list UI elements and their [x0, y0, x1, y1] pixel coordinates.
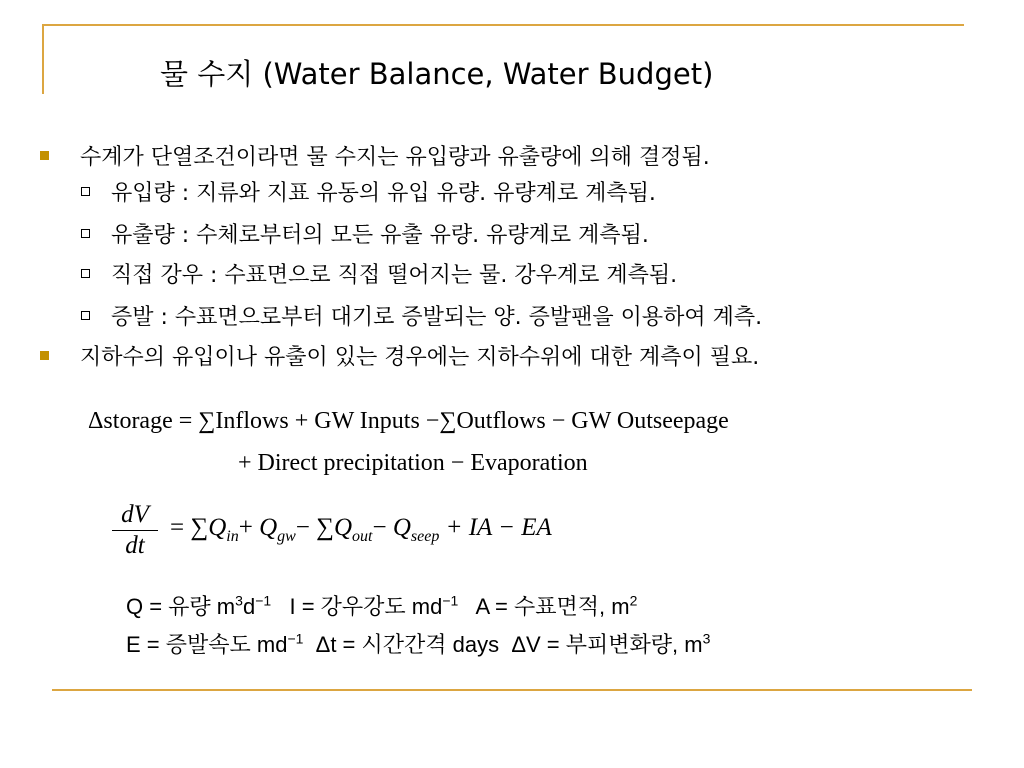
sum-symbol: ∑: [316, 514, 334, 541]
frame-bottom-line: [52, 689, 972, 691]
dv-dt-fraction: [112, 502, 158, 559]
frame-top-line: [42, 24, 964, 26]
def-q-unit: d: [242, 594, 256, 619]
square-bullet-icon: [40, 351, 49, 360]
sub-bullet-text: 유입량 : 지류와 지표 유동의 유입 유량. 유량계로 계측됨.: [111, 181, 656, 206]
hollow-square-bullet-icon: [81, 229, 90, 238]
minus-sign: −: [295, 514, 310, 541]
sub-bullet-item: [0, 218, 1000, 252]
q-symbol: Q: [333, 514, 353, 541]
superscript: 2: [629, 592, 638, 609]
fraction-denominator: dt: [125, 532, 145, 559]
plus-sign: +: [238, 514, 253, 541]
storage-equation-line-2: + Direct precipitation − Evaporation: [238, 450, 588, 476]
definitions-line-1: [126, 590, 637, 621]
slide-title: 물 수지 (Water Balance, Water Budget): [160, 57, 714, 91]
def-i: I = 강우강도 md: [271, 594, 443, 619]
superscript: −1: [442, 592, 459, 609]
equals-sign: =: [170, 514, 185, 541]
sub-bullet-text: 직접 강우 : 수표면으로 직접 떨어지는 물. 강우계로 계측됨.: [111, 263, 678, 288]
q-symbol: Q: [259, 514, 278, 541]
fraction-numerator: dV: [121, 501, 149, 528]
superscript: 3: [702, 630, 711, 647]
superscript: −1: [255, 592, 272, 609]
fraction-bar: [112, 530, 158, 531]
def-e: E = 증발속도 md: [126, 632, 288, 657]
sub-bullet-item: [0, 300, 1000, 334]
bullet-item: [0, 340, 1000, 374]
sub-bullet-item: [0, 176, 1000, 210]
hollow-square-bullet-icon: [81, 187, 90, 196]
sub-bullet-text: 증발 : 수표면으로부터 대기로 증발되는 양. 증발팬을 이용하여 계측.: [111, 305, 763, 330]
sub-bullet-item: [0, 258, 1000, 292]
def-q: Q = 유량 m: [126, 594, 236, 619]
minus-sign: −: [372, 514, 387, 541]
sum-symbol: ∑: [190, 514, 209, 541]
superscript: 3: [235, 592, 243, 609]
def-t-v: Δt = 시간간격 days ΔV = 부피변화량, m: [303, 632, 703, 657]
q-symbol: Q: [392, 514, 411, 541]
frame-left-line: [42, 24, 44, 94]
subscript-seep: seep: [410, 528, 440, 545]
square-bullet-icon: [40, 151, 49, 160]
formula-tail: + IA − EA: [445, 514, 552, 541]
sub-bullet-text: 유출량 : 수체로부터의 모든 유출 유량. 유량계로 계측됨.: [111, 223, 649, 248]
formula-right-hand-side: [170, 514, 552, 546]
subscript-gw: gw: [277, 528, 296, 545]
subscript-in: in: [226, 528, 239, 545]
q-symbol: Q: [208, 514, 227, 541]
subscript-out: out: [352, 528, 373, 545]
definitions-line-2: [126, 628, 710, 659]
hollow-square-bullet-icon: [81, 311, 90, 320]
superscript: −1: [287, 630, 304, 647]
bullet-item: [0, 140, 1000, 174]
bullet-text: 수계가 단열조건이라면 물 수지는 유입량과 유출량에 의해 결정됨.: [80, 145, 710, 170]
hollow-square-bullet-icon: [81, 269, 90, 278]
storage-equation-line-1: Δstorage = ∑Inflows + GW Inputs −∑Outflows − GW Outseepage: [88, 408, 729, 434]
def-a: A = 수표면적, m: [458, 594, 630, 619]
bullet-text: 지하수의 유입이나 유출이 있는 경우에는 지하수위에 대한 계측이 필요.: [80, 345, 760, 370]
